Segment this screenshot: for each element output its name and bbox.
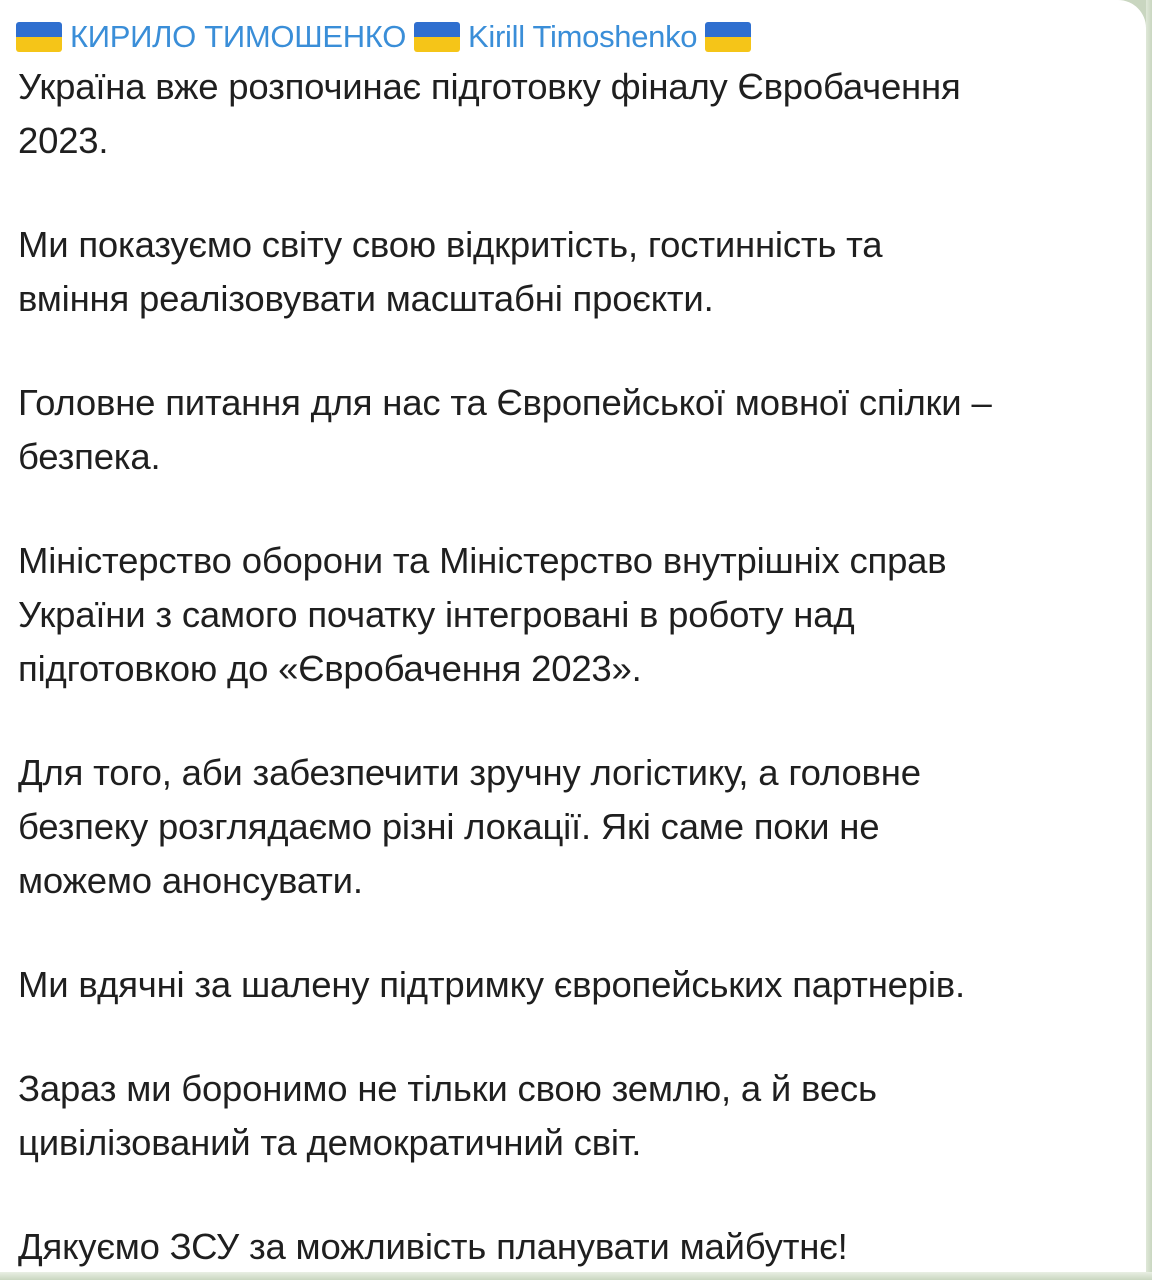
ukraine-flag-icon bbox=[705, 22, 751, 52]
message-paragraph: Дякуємо ЗСУ за можливість планувати майбутнє! bbox=[18, 1226, 848, 1267]
message-paragraph: Головне питання для нас та Європейської мовної спілки – безпека. bbox=[18, 382, 992, 477]
ukraine-flag-icon bbox=[16, 22, 62, 52]
message-paragraph: Ми показуємо світу свою відкритість, гостинність та вміння реалізовувати масштабні проєкти. bbox=[18, 224, 883, 319]
ukraine-flag-icon bbox=[414, 22, 460, 52]
message-paragraph: Ми вдячні за шалену підтримку європейських партнерів. bbox=[18, 964, 965, 1005]
message-text bbox=[18, 60, 1128, 1274]
chat-background-edge bbox=[0, 1272, 1152, 1280]
message-paragraph: Для того, аби забезпечити зручну логістику, а головне безпеку розглядаємо різні локації. Які саме поки не можемо анонсувати. bbox=[18, 752, 921, 901]
message-author-header[interactable] bbox=[16, 14, 759, 60]
message-paragraph: Україна вже розпочинає підготовку фіналу Євробачення 2023. bbox=[18, 66, 961, 161]
author-name-ukrainian[interactable]: КИРИЛО ТИМОШЕНКО bbox=[70, 19, 407, 54]
chat-background-edge bbox=[1146, 0, 1152, 1280]
author-name-english[interactable]: Kirill Timoshenko bbox=[468, 19, 698, 54]
message-paragraph: Зараз ми боронимо не тільки свою землю, а й весь цивілізований та демократичний світ. bbox=[18, 1068, 877, 1163]
message-paragraph: Міністерство оборони та Міністерство внутрішніх справ України з самого початку інтегровані в роботу над підготовкою до «Євробачення 2023». bbox=[18, 540, 947, 689]
